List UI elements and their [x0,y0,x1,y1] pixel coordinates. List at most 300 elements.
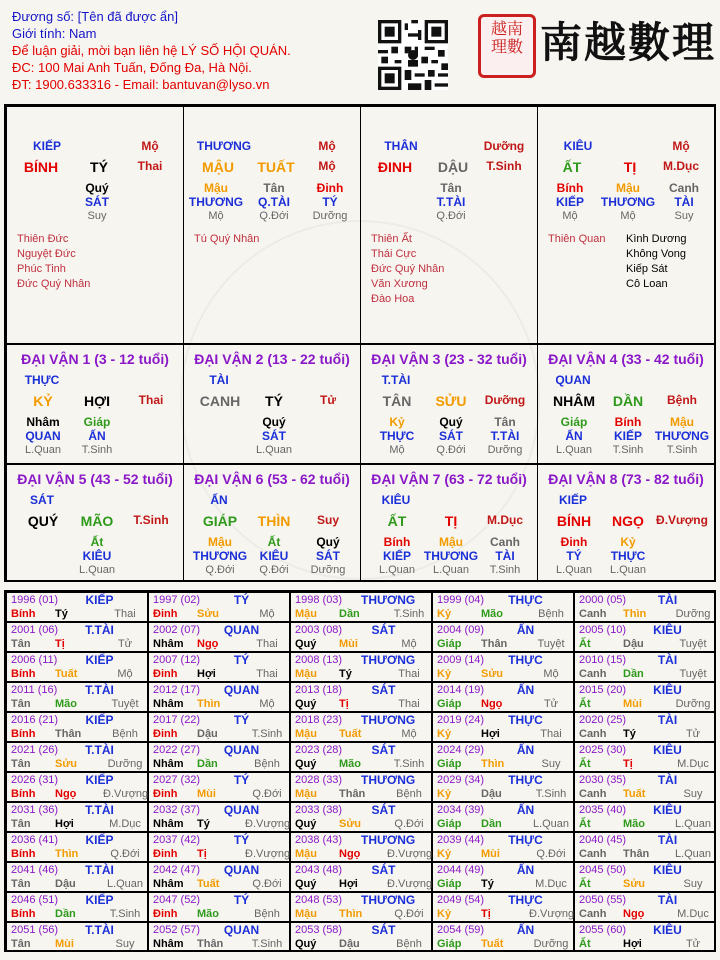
year-label: 2034 (39) [437,804,485,816]
year-stem: Kỷ [437,908,452,920]
year-stem: Đinh [153,848,178,860]
year-star: QUAN [223,743,260,757]
hidden-star: THỰC [610,549,646,563]
luck-star: ẤN [210,493,228,507]
hidden-phase: Dưỡng [487,444,523,456]
year-star: KIẾP [85,893,114,907]
year-stem: Đinh [153,608,178,620]
year-star: TÝ [233,593,250,607]
year-cell [6,892,148,922]
luck-title: ĐẠI VẬN 3 (23 - 32 tuổi) [371,351,527,367]
hidden-star: THỰC [379,429,415,443]
hidden-star: TÝ [566,549,582,563]
year-star: KIẾP [85,773,114,787]
year-cell [290,772,432,802]
year-cell [432,592,574,622]
year-star: T.TÀI [85,623,114,637]
year-star: THƯƠNG [361,833,416,847]
year-star: THỰC [508,893,543,907]
year-stem: Nhâm [153,758,184,770]
year-branch: Ngọ [55,788,77,800]
luck-cell [537,464,715,582]
year-cell [148,622,290,652]
shensha-note: Thiên Đức [17,233,69,245]
hidden-stem: Bính [556,181,584,195]
year-star: SÁT [371,623,396,637]
hidden-star: ẤN [88,429,106,443]
year-phase: M.Dục [677,758,709,770]
year-label: 2012 (17) [153,684,201,696]
year-branch: Sửu [197,608,220,620]
year-phase: Suy [541,758,561,770]
year-stem: Kỷ [437,668,452,680]
year-phase: Đ.Vượng [103,788,149,800]
year-stem: Quý [295,638,317,650]
year-phase: Đ.Vượng [529,908,575,920]
hidden-star: KIẾP [555,195,584,209]
hidden-star: TÀI [495,549,515,563]
year-branch: Mão [339,758,361,770]
year-star: THỰC [508,833,543,847]
year-phase: Tử [685,728,701,740]
year-phase: Dưỡng [675,698,711,710]
luck-branch: NGỌ [612,513,644,529]
year-label: 1999 (04) [437,594,485,606]
year-label: 1997 (02) [153,594,201,606]
year-stem: Ất [579,758,591,770]
year-label: 1998 (03) [295,594,343,606]
year-stem: Kỷ [437,788,452,800]
annual-years-table [4,590,716,952]
pillar-star: KIÊU [563,139,593,153]
year-phase: Mộ [543,668,559,680]
year-phase: Q.Đới [110,848,140,860]
year-branch: Tuất [55,668,78,680]
year-stem: Quý [295,818,317,830]
year-cell [148,712,290,742]
year-label: 2025 (30) [579,744,627,756]
year-phase: M.Dục [677,908,709,920]
year-star: TÀI [657,833,678,847]
hidden-star: ẤN [565,429,583,443]
year-branch: Dần [623,668,644,680]
hidden-stem: Mậu [439,535,463,549]
luck-nayin: Suy [316,513,339,527]
shensha-note: Kiếp Sát [626,263,668,275]
year-stem: Mậu [295,908,317,920]
year-cell [574,622,716,652]
pillar-nayin: Thai [137,159,163,173]
luck-branch: TỊ [444,513,458,529]
hidden-stem: Giáp [83,415,111,429]
hidden-phase: Suy [87,210,107,222]
luck-star: KIẾP [558,493,587,507]
year-phase: T.Sinh [535,788,567,800]
year-star: TÀI [657,773,678,787]
year-branch: Dậu [623,638,644,650]
year-cell [148,682,290,712]
year-label: 2000 (05) [579,594,627,606]
year-stem: Mậu [295,668,317,680]
year-label: 2051 (56) [11,924,59,936]
shensha-note: Đức Quý Nhân [371,263,445,275]
year-phase: Thai [540,728,562,740]
year-phase: L.Quan [532,818,570,830]
hidden-stem: Giáp [560,415,588,429]
year-stem: Ất [579,878,591,890]
hidden-star: KIÊU [82,549,112,563]
year-star: TÝ [233,653,250,667]
year-phase: Tử [543,698,559,710]
year-phase: M.Dục [535,878,567,890]
pillar-branch: TỊ [623,159,637,175]
year-phase: Q.Đới [536,848,566,860]
hidden-phase: Suy [674,210,694,222]
year-label: 2028 (33) [295,774,343,786]
year-label: 2044 (49) [437,864,485,876]
hidden-star: THƯƠNG [654,429,710,443]
year-cell [574,652,716,682]
year-star: ẤN [516,683,535,697]
year-stem: Tân [11,638,31,650]
year-cell [6,682,148,712]
hidden-phase: Mộ [389,444,405,456]
year-cell [432,772,574,802]
pillar-branch: TÝ [90,159,108,175]
hidden-star: SÁT [316,549,340,563]
year-label: 2048 (53) [295,894,343,906]
year-cell [290,862,432,892]
year-phase: Mộ [401,638,417,650]
year-star: KIẾP [85,653,114,667]
year-label: 2001 (06) [11,624,59,636]
year-branch: Tuất [339,728,362,740]
year-star: KIÊU [653,743,682,757]
year-cell [290,742,432,772]
shensha-note: Đức Quý Nhân [17,278,91,290]
year-star: SÁT [371,743,396,757]
luck-branch: DẦN [612,393,644,409]
year-label: 2039 (44) [437,834,485,846]
year-cell [432,622,574,652]
red-seal-logo: 越南理數 [478,14,536,78]
year-label: 2011 (16) [11,684,58,696]
year-branch: Tị [339,698,349,710]
hidden-star: THƯƠNG [423,549,479,563]
pillar-stem: BÍNH [23,159,59,175]
luck-cell [6,464,184,582]
year-branch: Tị [623,758,633,770]
year-phase: Bệnh [396,938,422,950]
year-label: 2007 (12) [153,654,201,666]
luck-star: TÀI [209,373,229,387]
year-stem: Tân [11,938,31,950]
year-label: 2002 (07) [153,624,201,636]
luck-nayin: Thai [138,393,164,407]
year-phase: Thai [256,638,278,650]
year-branch: Sửu [623,878,646,890]
year-branch: Thân [481,638,508,650]
year-phase: Dưỡng [675,608,711,620]
shensha-note: Văn Xương [371,278,428,290]
pillar-star: THÂN [384,139,418,153]
year-label: 1996 (01) [11,594,59,606]
luck-star: SÁT [30,493,54,507]
year-star: QUAN [223,863,260,877]
shensha-note: Phúc Tinh [17,263,66,275]
year-star: KIẾP [85,833,114,847]
year-label: 2018 (23) [295,714,343,726]
year-cell [6,922,148,952]
luck-nayin: Tử [319,393,337,407]
year-phase: Tuyệt [679,638,707,650]
pillar-cell [360,106,538,344]
hidden-phase: Mộ [208,210,224,222]
year-stem: Ất [579,818,591,830]
year-label: 2050 (55) [579,894,627,906]
luck-star: KIÊU [381,493,411,507]
year-label: 2027 (32) [153,774,201,786]
pillar-branch: DẬU [437,159,469,175]
year-stem: Giáp [437,698,462,710]
hidden-stem: Ất [267,535,281,549]
year-label: 2042 (47) [153,864,201,876]
year-phase: Đ.Vượng [245,818,291,830]
year-cell [290,622,432,652]
year-cell [148,742,290,772]
pillar-cell [183,106,361,344]
year-star: TÝ [233,893,250,907]
year-star: ẤN [516,923,535,937]
header-info [12,8,392,93]
hidden-phase: L.Quan [432,564,470,576]
pillar-top-phase: Mộ [141,139,159,153]
hidden-phase: T.Sinh [81,444,113,456]
hidden-stem: Quý [262,415,286,429]
hidden-phase: Q.Đới [436,210,466,222]
year-phase: T.Sinh [393,608,425,620]
year-stem: Đinh [153,668,178,680]
year-stem: Bính [11,908,36,920]
year-branch: Tuất [623,788,646,800]
luck-stem: KỶ [33,393,53,409]
year-label: 2009 (14) [437,654,485,666]
year-stem: Quý [295,878,317,890]
year-phase: Bệnh [112,728,138,740]
owner-value: [Tên đã được ẩn] [77,9,178,24]
hidden-star: THƯƠNG [188,195,244,209]
hidden-star: T.TÀI [436,195,466,209]
year-star: THƯƠNG [361,653,416,667]
year-label: 2047 (52) [153,894,201,906]
year-phase: Đ.Vượng [387,878,433,890]
hidden-star: TÝ [322,195,338,209]
hidden-stem: Tân [440,181,462,195]
hidden-star: SÁT [439,429,463,443]
hidden-phase: Q.Đới [205,564,235,576]
year-branch: Mùi [623,698,642,710]
year-stem: Đinh [153,728,178,740]
hidden-phase: L.Quan [378,564,416,576]
year-cell [148,922,290,952]
hidden-phase: Q.Đới [259,564,289,576]
year-stem: Đinh [153,788,178,800]
year-label: 2049 (54) [437,894,485,906]
year-stem: Giáp [437,818,462,830]
hidden-stem: Nhâm [26,415,60,429]
year-cell [432,802,574,832]
year-stem: Bính [11,788,36,800]
year-star: SÁT [371,863,396,877]
year-star: TÀI [657,893,678,907]
year-phase: Mộ [259,608,275,620]
year-star: THỰC [508,773,543,787]
shensha-note: Thiên Quan [548,233,606,245]
luck-branch: HỢI [84,393,110,409]
luck-cell [360,344,538,464]
year-stem: Quý [295,938,317,950]
hidden-phase: Dưỡng [312,210,348,222]
year-stem: Mậu [295,788,317,800]
pillar-cell [537,106,715,344]
year-phase: Tuyệt [537,638,565,650]
year-branch: Thân [339,788,366,800]
year-phase: L.Quan [674,848,712,860]
pillar-branch: TUẤT [257,159,295,175]
luck-cell [183,344,361,464]
year-cell [6,622,148,652]
hidden-stem: Quý [439,415,463,429]
year-branch: Thìn [623,608,647,620]
year-phase: Suy [683,878,703,890]
year-label: 2035 (40) [579,804,627,816]
year-phase: T.Sinh [251,938,283,950]
year-cell [148,802,290,832]
hidden-star: KIẾP [613,429,642,443]
year-stem: Canh [579,608,607,620]
year-phase: Dưỡng [107,758,143,770]
luck-branch: TÝ [265,393,283,409]
year-star: THỰC [508,593,543,607]
year-branch: Ngọ [339,848,361,860]
year-stem: Quý [295,758,317,770]
year-star: THƯƠNG [361,773,416,787]
shensha-note: Nguyệt Đức [17,248,76,260]
hidden-star: KIẾP [382,549,411,563]
hidden-star: Q.TÀI [258,195,290,209]
year-cell [432,742,574,772]
year-branch: Mão [481,608,503,620]
year-phase: Q.Đới [394,908,424,920]
year-branch: Ngọ [197,638,219,650]
year-cell [432,892,574,922]
hidden-stem: Kỷ [620,535,636,549]
year-label: 2003 (08) [295,624,343,636]
year-stem: Giáp [437,638,462,650]
hidden-stem: Mậu [616,181,640,195]
year-branch: Hợi [197,668,216,680]
year-cell [432,652,574,682]
year-cell [6,802,148,832]
luck-title: ĐẠI VẬN 7 (63 - 72 tuổi) [371,471,527,487]
year-cell [290,712,432,742]
year-stem: Canh [579,728,607,740]
year-stem: Tân [11,698,31,710]
year-label: 2006 (11) [11,654,58,666]
year-stem: Bính [11,848,36,860]
year-star: THỰC [508,653,543,667]
hidden-star: SÁT [262,429,286,443]
pillar-stem: ẤT [562,159,582,175]
year-label: 2026 (31) [11,774,59,786]
year-label: 2024 (29) [437,744,485,756]
luck-stem: GIÁP [202,513,238,529]
year-phase: Tuyệt [111,698,139,710]
year-stem: Canh [579,848,607,860]
year-phase: Bệnh [396,788,422,800]
hidden-star: T.TÀI [490,429,520,443]
year-star: QUAN [223,803,260,817]
year-star: KIÊU [653,623,682,637]
year-branch: Dần [481,818,502,830]
year-branch: Dậu [339,938,360,950]
year-cell [574,802,716,832]
pillar-nayin: Mộ [318,159,336,173]
luck-cell [6,344,184,464]
gender-value: Nam [68,26,97,41]
year-branch: Hợi [481,728,500,740]
year-cell [6,772,148,802]
year-star: T.TÀI [85,923,114,937]
year-phase: Mộ [401,728,417,740]
year-label: 2004 (09) [437,624,485,636]
year-star: KIÊU [653,683,682,697]
year-label: 2005 (10) [579,624,627,636]
year-label: 2019 (24) [437,714,485,726]
owner-label: Đương số: [12,9,75,24]
year-star: KIÊU [653,863,682,877]
year-branch: Tuất [197,878,220,890]
hidden-stem: Quý [85,181,109,195]
year-stem: Nhâm [153,638,184,650]
year-phase: Đ.Vượng [387,848,433,860]
hidden-stem: Tân [263,181,285,195]
year-stem: Quý [295,698,317,710]
year-cell [6,742,148,772]
year-branch: Tị [55,638,65,650]
hidden-stem: Mậu [208,535,232,549]
year-branch: Sửu [481,668,504,680]
year-branch: Sửu [339,818,362,830]
luck-nayin: M.Dục [487,513,523,527]
year-cell [6,712,148,742]
year-label: 2030 (35) [579,774,627,786]
year-stem: Mậu [295,848,317,860]
year-cell [574,772,716,802]
luck-nayin: Bệnh [667,393,697,407]
year-star: KIẾP [85,593,114,607]
pillar-stem: MẬU [202,159,234,175]
year-branch: Ngọ [623,908,645,920]
year-stem: Kỷ [437,848,452,860]
year-phase: T.Sinh [393,758,425,770]
year-cell [148,772,290,802]
year-branch: Thìn [481,758,505,770]
hidden-phase: L.Quan [555,564,593,576]
year-star: QUAN [223,623,260,637]
pillar-nayin: T.Sinh [486,159,522,173]
hidden-phase: T.Sinh [612,444,644,456]
